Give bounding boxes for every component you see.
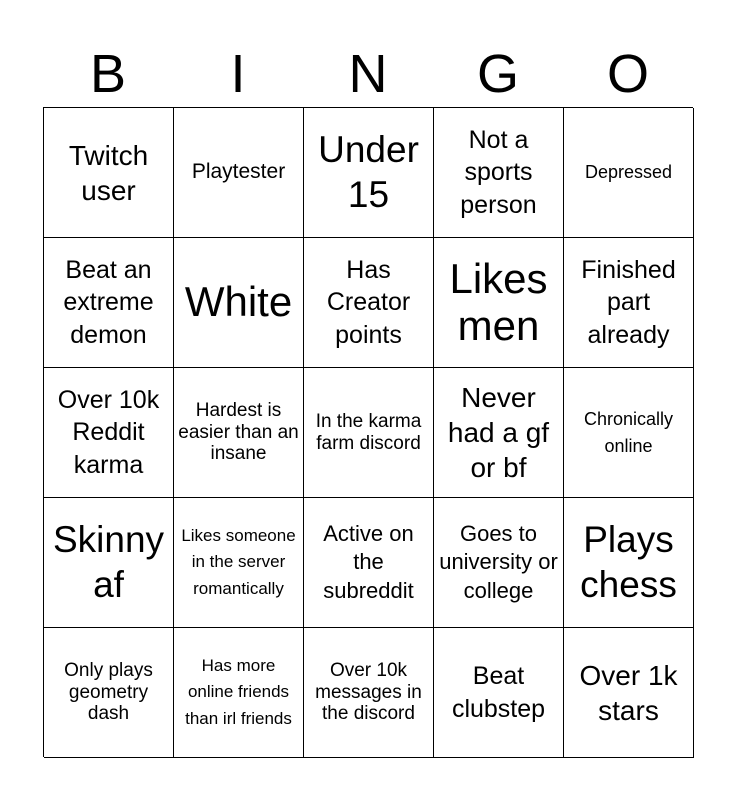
bingo-cell[interactable]: Never had a gf or bf (434, 368, 564, 498)
bingo-cell[interactable]: Twitch user (44, 108, 174, 238)
bingo-cell[interactable]: Over 1k stars (564, 628, 694, 758)
bingo-cell[interactable]: White (174, 238, 304, 368)
bingo-cell[interactable]: Has more online friends than irl friends (174, 628, 304, 758)
bingo-header (43, 40, 693, 108)
bingo-cell[interactable]: Finished part already (564, 238, 694, 368)
bingo-cell[interactable]: Only plays geometry dash (44, 628, 174, 758)
bingo-cell[interactable]: In the karma farm discord (304, 368, 434, 498)
bingo-cell[interactable]: Beat an extreme demon (44, 238, 174, 368)
bingo-cell[interactable]: Hardest is easier than an insane (174, 368, 304, 498)
bingo-cell[interactable]: Skinny af (44, 498, 174, 628)
header-letter-o: O (606, 44, 649, 104)
bingo-cell[interactable]: Depressed (564, 108, 694, 238)
header-letter-g: G (476, 44, 519, 104)
bingo-cell[interactable]: Likes someone in the server romantically (174, 498, 304, 628)
header-letter-b: B (89, 44, 127, 104)
bingo-cell[interactable]: Goes to university or college (434, 498, 564, 628)
header-letter-n: N (348, 44, 388, 104)
bingo-cell[interactable]: Has Creator points (304, 238, 434, 368)
bingo-cell[interactable]: Not a sports person (434, 108, 564, 238)
bingo-cell[interactable]: Plays chess (564, 498, 694, 628)
bingo-cell[interactable]: Chronically online (564, 368, 694, 498)
bingo-cell[interactable]: Playtester (174, 108, 304, 238)
bingo-cell[interactable]: Likes men (434, 238, 564, 368)
header-letter-i: I (230, 44, 246, 104)
bingo-cell[interactable]: Under 15 (304, 108, 434, 238)
bingo-cell[interactable]: Active on the subreddit (304, 498, 434, 628)
bingo-board (43, 107, 693, 757)
bingo-cell[interactable]: Beat clubstep (434, 628, 564, 758)
bingo-cell[interactable]: Over 10k messages in the discord (304, 628, 434, 758)
bingo-cell[interactable]: Over 10k Reddit karma (44, 368, 174, 498)
